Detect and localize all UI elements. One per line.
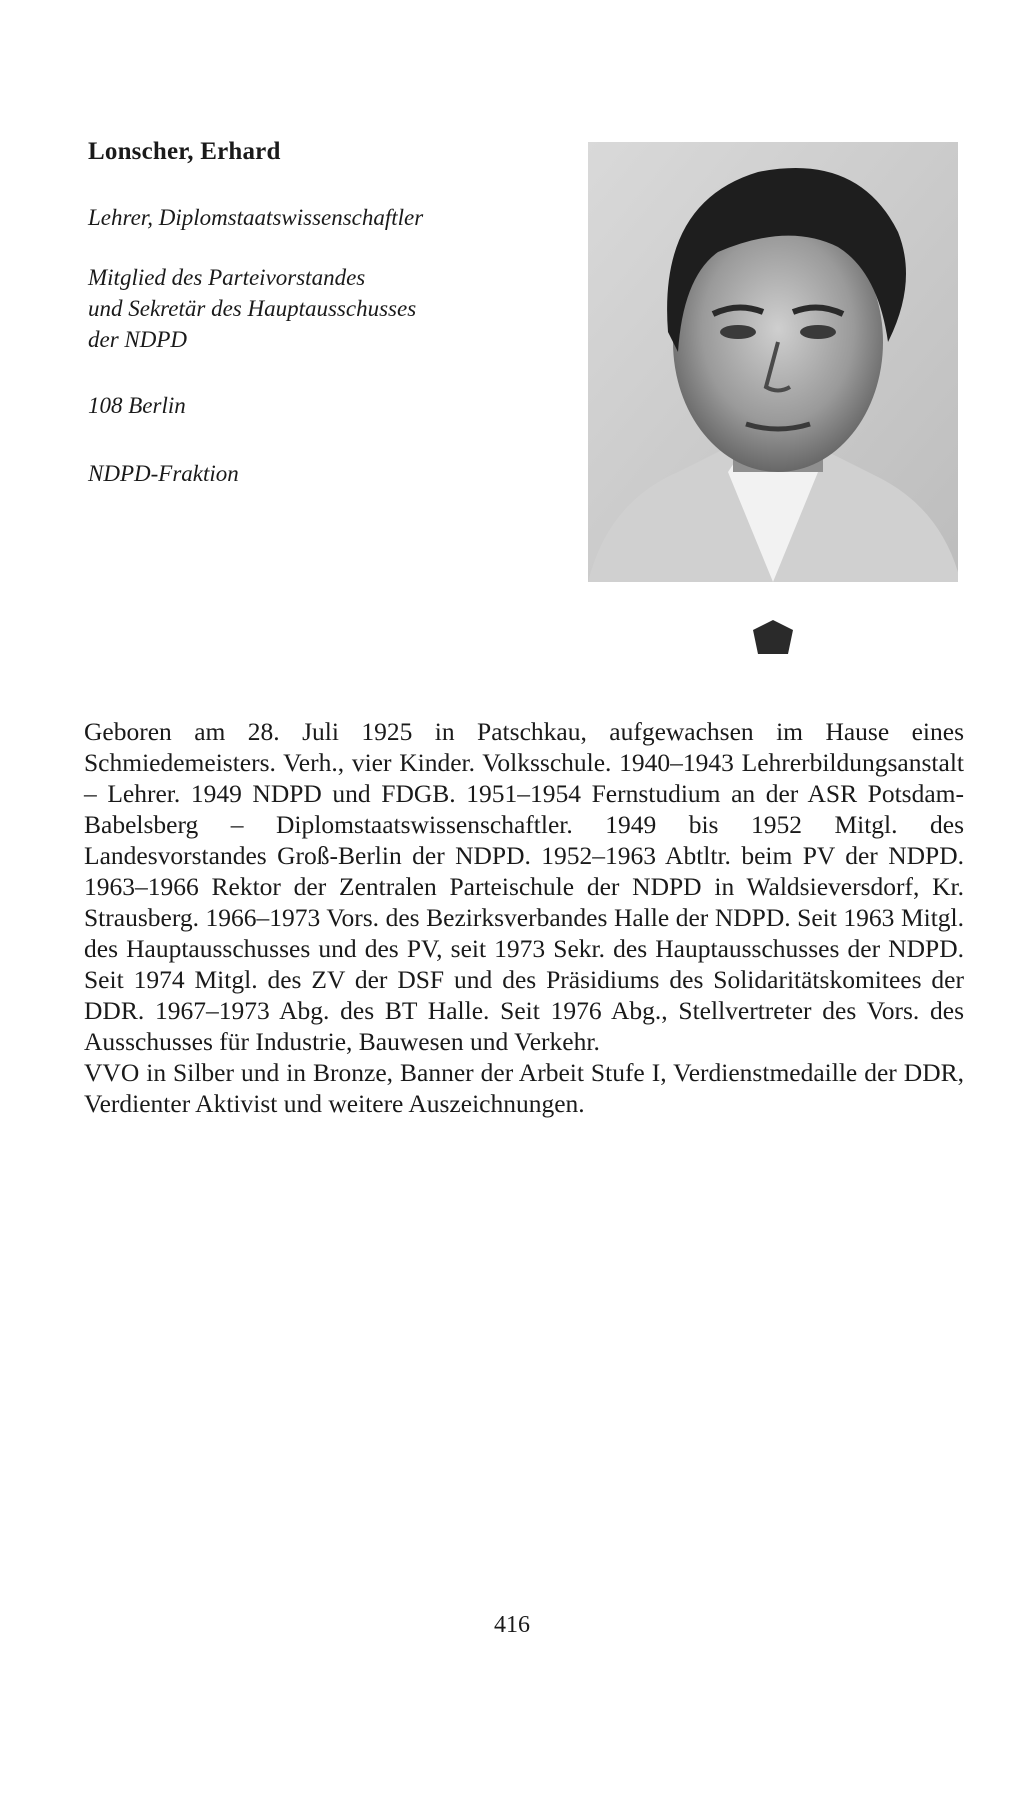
entry-faction: NDPD-Fraktion xyxy=(88,461,239,486)
entry-residence: 108 Berlin xyxy=(88,393,186,418)
biography-paragraph: Geboren am 28. Juli 1925 in Patschkau, aufgewachsen im Hause eines Schmiedemeisters. Verh., vier Kinder. Volksschule. 1940–1943 Lehrerbildungsanstalt – Lehrer. 1949 NDPD und FDGB. 1951–1954 Fernstudium an der ASR Potsdam-Babelsberg – Diplomstaatswissenschaftler. 1949 bis 1952 Mitgl. des Landesvorstandes Groß-Berlin der NDPD. 1952–1963 Abtltr. beim PV der NDPD. 1963–1966 Rektor der Zentralen Parteischule der NDPD in Waldsieversdorf, Kr. Strausberg. 1966–1973 Vors. des Bezirksverbandes Halle der NDPD. Seit 1963 Mitgl. des Hauptausschusses und des PV, seit 1973 Sekr. des Hauptausschusses der NDPD. Seit 1974 Mitgl. des ZV der DSF und des Präsidiums des Solidaritätskomitees der DDR. 1967–1973 Abg. des BT Halle. Seit 1976 Abg., Stellvertreter des Vors. des Ausschusses für Industrie, Bauwesen und Verkehr. xyxy=(84,717,964,1056)
portrait-photo xyxy=(588,142,958,664)
tie-icon xyxy=(753,620,793,654)
biography-paragraph: VVO in Silber und in Bronze, Banner der Arbeit Stufe I, Verdienstmedaille der DDR, Verdienter Aktivist und weitere Auszeichnungen. xyxy=(84,1058,964,1118)
entry-profession: Lehrer, Diplomstaatswissenschaftler xyxy=(88,205,424,230)
position-line: der NDPD xyxy=(88,327,188,352)
right-eye-shape xyxy=(800,325,836,339)
page-number: 416 xyxy=(494,1612,530,1638)
entry-position xyxy=(88,262,558,355)
position-line: und Sekretär des Hauptausschusses xyxy=(88,296,417,321)
left-eye-shape xyxy=(720,325,756,339)
position-line: Mitglied des Parteivorstandes xyxy=(88,265,366,290)
entry-name: Lonscher, Erhard xyxy=(88,138,281,165)
biography-text xyxy=(84,716,964,1119)
